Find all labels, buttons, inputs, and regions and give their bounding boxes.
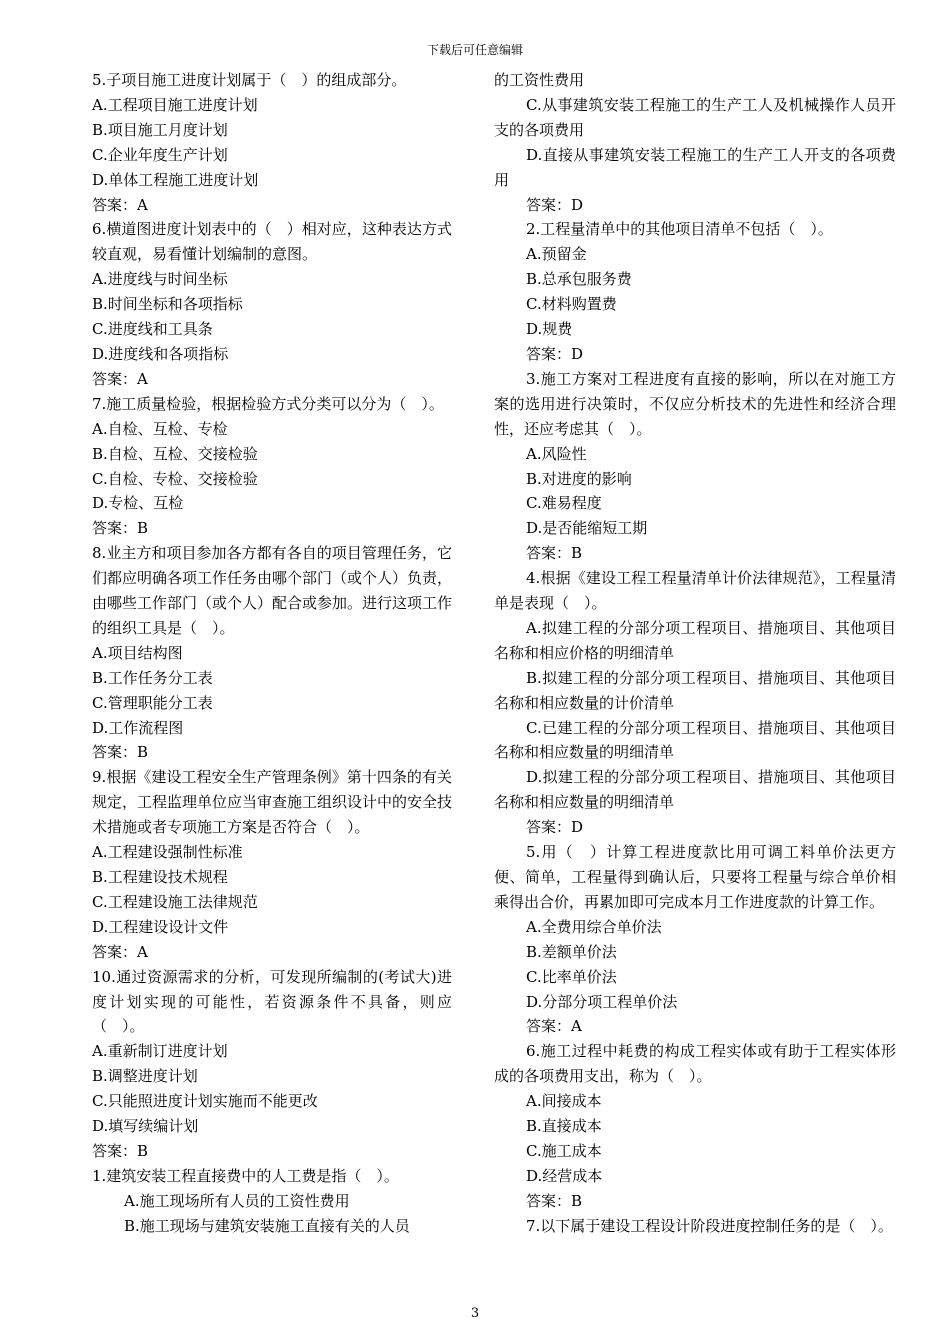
text-line: 答案：D <box>526 195 584 214</box>
text-line: A.预留金 <box>526 245 587 264</box>
text-line: 2.工程量清单中的其他项目清单不包括（ ）。 <box>526 220 833 239</box>
text-line: 答案：B <box>92 519 149 538</box>
text-line: B.时间坐标和各项指标 <box>92 295 243 314</box>
text-line: C.从事建筑安装工程施工的生产工人及机械操作人员开支的各项费用 <box>494 95 896 139</box>
text-line: C.比率单价法 <box>526 967 617 986</box>
text-line: 6.横道图进度计划表中的（ ）相对应，这种表达方式较直观，易看懂计划编制的意图。 <box>92 220 452 264</box>
text-line: A.工程建设强制性标准 <box>92 843 243 862</box>
text-line: 8.业主方和项目参加各方都有各自的项目管理任务，它们都应明确各项工作任务由哪个部门（或个人）负责，由哪些工作部门（或个人）配合或参加。进行这项工作的组织工具是（ ）。 <box>92 544 453 637</box>
text-line: A.拟建工程的分部分项工程项目、措施项目、其他项目名称和相应价格的明细清单 <box>494 618 896 662</box>
text-line: 答案：B <box>526 544 583 563</box>
text-line: D.拟建工程的分部分项工程项目、措施项目、其他项目名称和相应数量的明细清单 <box>494 768 896 812</box>
page-header: 下载后可任意编辑 <box>426 43 523 57</box>
text-line: 答案：D <box>526 344 584 363</box>
text-line: C.企业年度生产计划 <box>92 145 228 164</box>
text-line: A.间接成本 <box>526 1092 602 1111</box>
text-line: C.材料购置费 <box>526 295 617 314</box>
text-line: B.工作任务分工表 <box>92 668 213 687</box>
text-line: B.调整进度计划 <box>92 1067 198 1086</box>
text-line: 9.根据《建设工程安全生产管理条例》第十四条的有关规定，工程监理单位应当审查施工组织设计中的安全技术措施或者专项施工方案是否符合（ ）。 <box>92 768 453 837</box>
text-line: A.施工现场所有人员的工资性费用 <box>124 1191 350 1210</box>
text-line: D.分部分项工程单价法 <box>526 992 678 1011</box>
text-line: 10.通过资源需求的分析，可发现所编制的(考试大)进度计划实现的可能性，若资源条件不具备，则应（ ）。 <box>92 967 452 1036</box>
text-line: D.是否能缩短工期 <box>526 519 648 538</box>
text-line: 7.以下属于建设工程设计阶段进度控制任务的是（ ）。 <box>526 1216 893 1235</box>
text-line: 答案：A <box>92 942 148 961</box>
text-line: B.差额单价法 <box>526 942 617 961</box>
text-line: C.进度线和工具条 <box>92 320 213 339</box>
text-line: 5.子项目施工进度计划属于（ ）的组成部分。 <box>92 71 407 89</box>
text-line: 7.施工质量检验，根据检验方式分类可以分为（ ）。 <box>92 394 444 413</box>
text-line: C.只能照进度计划实施而不能更改 <box>92 1092 318 1111</box>
text-line: A.风险性 <box>526 444 587 463</box>
text-line: C.工程建设施工法律规范 <box>92 892 258 911</box>
text-line: C.难易程度 <box>526 494 602 513</box>
text-line: 答案：D <box>526 818 584 837</box>
text-line: D.填写续编计划 <box>92 1117 199 1136</box>
text-line: A.进度线与时间坐标 <box>92 270 228 289</box>
text-line: 答案：A <box>92 195 148 214</box>
text-line: A.工程项目施工进度计划 <box>92 95 258 114</box>
right-column <box>494 68 896 1239</box>
text-line: C.已建工程的分部分项工程项目、措施项目、其他项目名称和相应数量的明细清单 <box>494 718 896 762</box>
text-line: D.工作流程图 <box>92 718 184 737</box>
text-line: 答案：A <box>92 369 148 388</box>
text-line: 的工资性费用 <box>494 71 585 89</box>
text-line: C.自检、专检、交接检验 <box>92 469 258 488</box>
text-line: B.对进度的影响 <box>526 469 632 488</box>
text-line: C.管理职能分工表 <box>92 693 213 712</box>
text-line: A.重新制订进度计划 <box>92 1042 228 1061</box>
left-column <box>92 68 452 1239</box>
page-number: 3 <box>470 1306 480 1321</box>
text-line: B.施工现场与建筑安装施工直接有关的人员 <box>124 1216 410 1235</box>
text-line: A.全费用综合单价法 <box>526 917 662 936</box>
text-line: B.总承包服务费 <box>526 270 632 289</box>
text-line: D.工程建设设计文件 <box>92 917 229 936</box>
text-line: D.进度线和各项指标 <box>92 344 229 363</box>
text-line: 6.施工过程中耗费的构成工程实体或有助于工程实体形成的各项费用支出，称为（ ）。 <box>494 1042 896 1086</box>
text-line: A.项目结构图 <box>92 643 183 662</box>
text-line: D.直接从事建筑安装工程施工的生产工人开支的各项费用 <box>494 145 896 189</box>
text-line: 5.用（ ）计算工程进度款比用可调工料单价法更方便、简单，工程量得到确认后，只要将工程量与综合单价相乘得出合价，再累加即可完成本月工作进度款的计算工作。 <box>494 843 896 911</box>
text-line: B.直接成本 <box>526 1117 602 1136</box>
text-line: 答案：B <box>92 743 149 762</box>
text-line: D.规费 <box>526 320 573 339</box>
text-line: C.施工成本 <box>526 1141 602 1160</box>
text-line: 答案：B <box>526 1191 583 1210</box>
text-line: D.专检、互检 <box>92 494 184 513</box>
text-line: B.工程建设技术规程 <box>92 868 228 886</box>
text-line: 答案：A <box>526 1017 582 1036</box>
text-line: B.拟建工程的分部分项工程项目、措施项目、其他项目名称和相应数量的计价清单 <box>494 668 896 712</box>
text-line: B.自检、互检、交接检验 <box>92 444 258 463</box>
text-line: 3.施工方案对工程进度有直接的影响，所以在对施工方案的选用进行决策时，不仅应分析技术的先进性和经济合理性，还应考虑其（ ）。 <box>494 369 896 438</box>
text-line: A.自检、互检、专检 <box>92 419 228 438</box>
text-line: 1.建筑安装工程直接费中的人工费是指（ ）。 <box>92 1166 399 1185</box>
text-line: 答案：B <box>92 1141 149 1160</box>
text-line: D.经营成本 <box>526 1166 603 1185</box>
text-line: D.单体工程施工进度计划 <box>92 170 259 189</box>
text-line: B.项目施工月度计划 <box>92 120 228 139</box>
text-line: 4.根据《建设工程工程量清单计价法律规范》，工程量清单是表现（ ）。 <box>494 569 896 613</box>
